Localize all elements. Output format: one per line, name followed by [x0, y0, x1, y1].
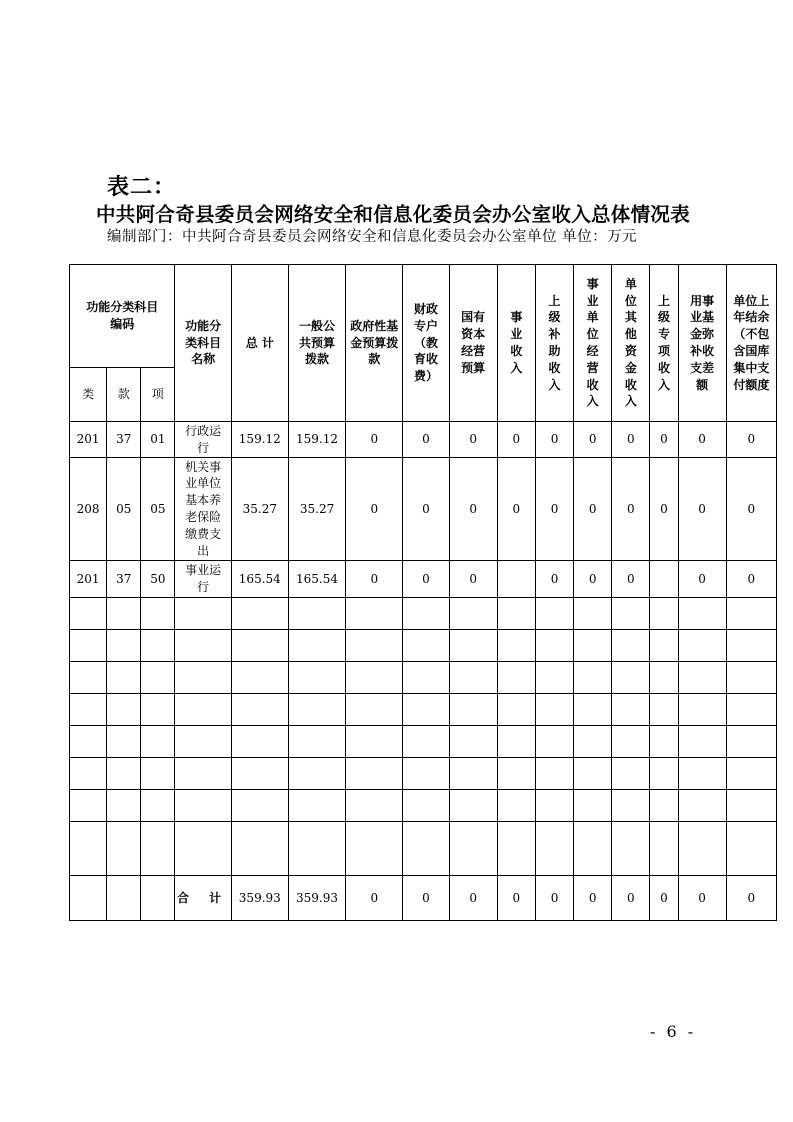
total-gov-fund: 0 — [346, 876, 403, 921]
cell-kuan: 05 — [107, 458, 141, 561]
header-edu: 财政专户（教育收费） — [403, 265, 449, 422]
header-upper-special: 上级专项收入 — [650, 265, 678, 422]
header-name: 功能分类科目名称 — [175, 265, 231, 422]
cell-upper-special: 0 — [650, 458, 678, 561]
total-upper-subsidy: 0 — [535, 876, 573, 921]
empty-row — [70, 822, 777, 876]
cell-fund-balance: 0 — [678, 422, 726, 458]
header-carryover: 单位上年结余（不包含国库集中支付额度 — [726, 265, 776, 422]
cell-carryover: 0 — [726, 422, 776, 458]
total-state-capital: 0 — [449, 876, 497, 921]
table-row — [70, 458, 777, 561]
cell-other: 0 — [612, 422, 650, 458]
cell-total: 159.12 — [231, 422, 288, 458]
cell-edu: 0 — [403, 561, 449, 598]
cell-state-capital: 0 — [449, 422, 497, 458]
cell-upper-special — [650, 561, 678, 598]
table-row — [70, 422, 777, 458]
cell-state-capital: 0 — [449, 458, 497, 561]
total-label: 合 计 — [175, 876, 231, 921]
header-operating: 事业单位经营收入 — [574, 265, 612, 422]
cell-gov-fund: 0 — [346, 458, 403, 561]
cell-total: 165.54 — [231, 561, 288, 598]
header-general: 一般公共预算拨款 — [288, 265, 345, 422]
empty-row — [70, 630, 777, 662]
empty-row — [70, 662, 777, 694]
cell-carryover: 0 — [726, 458, 776, 561]
total-fund-balance: 0 — [678, 876, 726, 921]
cell-general: 159.12 — [288, 422, 345, 458]
cell-upper-subsidy: 0 — [535, 458, 573, 561]
cell-gov-fund: 0 — [346, 561, 403, 598]
cell-other: 0 — [612, 458, 650, 561]
cell-name: 行政运行 — [175, 422, 231, 458]
cell-lei: 208 — [70, 458, 107, 561]
total-row — [70, 876, 777, 921]
cell-carryover: 0 — [726, 561, 776, 598]
cell-state-capital: 0 — [449, 561, 497, 598]
empty-row — [70, 694, 777, 726]
header-state-capital: 国有资本经营预算 — [449, 265, 497, 422]
cell-operating: 0 — [574, 458, 612, 561]
cell-xiang: 05 — [141, 458, 175, 561]
header-sub-xiang: 项 — [141, 368, 175, 422]
cell-gov-fund: 0 — [346, 422, 403, 458]
header-row — [70, 265, 777, 368]
total-total: 359.93 — [231, 876, 288, 921]
header-upper-subsidy: 上级补助收入 — [535, 265, 573, 422]
total-edu: 0 — [403, 876, 449, 921]
empty-row — [70, 790, 777, 822]
page-subtitle: 编制部门：中共阿合奇县委员会网络安全和信息化委员会办公室单位 单位：万元 — [107, 229, 638, 245]
cell-xiang: 50 — [141, 561, 175, 598]
cell-fund-balance: 0 — [678, 458, 726, 561]
header-sub-kuan: 款 — [107, 368, 141, 422]
cell-upper-special: 0 — [650, 422, 678, 458]
cell-upper-subsidy: 0 — [535, 422, 573, 458]
cell-lei: 201 — [70, 561, 107, 598]
cell-kuan: 37 — [107, 422, 141, 458]
cell-edu: 0 — [403, 458, 449, 561]
cell-name: 机关事业单位基本养老保险缴费支出 — [175, 458, 231, 561]
cell-operating: 0 — [574, 422, 612, 458]
cell-xiang: 01 — [141, 422, 175, 458]
cell-other: 0 — [612, 561, 650, 598]
cell-general: 165.54 — [288, 561, 345, 598]
total-upper-special: 0 — [650, 876, 678, 921]
cell-total: 35.27 — [231, 458, 288, 561]
cell-edu: 0 — [403, 422, 449, 458]
page-title: 中共阿合奇县委员会网络安全和信息化委员会办公室收入总体情况表 — [96, 203, 691, 226]
total-carryover: 0 — [726, 876, 776, 921]
total-general: 359.93 — [288, 876, 345, 921]
header-fund-balance: 用事业基金弥补收支差额 — [678, 265, 726, 422]
cell-business-income: 0 — [497, 458, 535, 561]
header-total: 总 计 — [231, 265, 288, 422]
total-operating: 0 — [574, 876, 612, 921]
cell-business-income: 0 — [497, 422, 535, 458]
header-other: 单位其他资金收入 — [612, 265, 650, 422]
total-other: 0 — [612, 876, 650, 921]
cell-general: 35.27 — [288, 458, 345, 561]
empty-row — [70, 726, 777, 758]
total-business-income: 0 — [497, 876, 535, 921]
cell-lei: 201 — [70, 422, 107, 458]
page-number: - 6 - — [650, 1022, 697, 1041]
header-code-group: 功能分类科目编码 — [70, 265, 175, 368]
cell-fund-balance: 0 — [678, 561, 726, 598]
cell-upper-subsidy: 0 — [535, 561, 573, 598]
income-table — [69, 264, 777, 921]
table-row — [70, 561, 777, 598]
empty-row — [70, 598, 777, 630]
table-heading: 表二： — [107, 174, 177, 200]
header-business-income: 事业收入 — [497, 265, 535, 422]
cell-operating: 0 — [574, 561, 612, 598]
empty-row — [70, 758, 777, 790]
cell-kuan: 37 — [107, 561, 141, 598]
header-sub-lei: 类 — [70, 368, 107, 422]
cell-business-income — [497, 561, 535, 598]
header-gov-fund: 政府性基金预算拨款 — [346, 265, 403, 422]
cell-name: 事业运行 — [175, 561, 231, 598]
